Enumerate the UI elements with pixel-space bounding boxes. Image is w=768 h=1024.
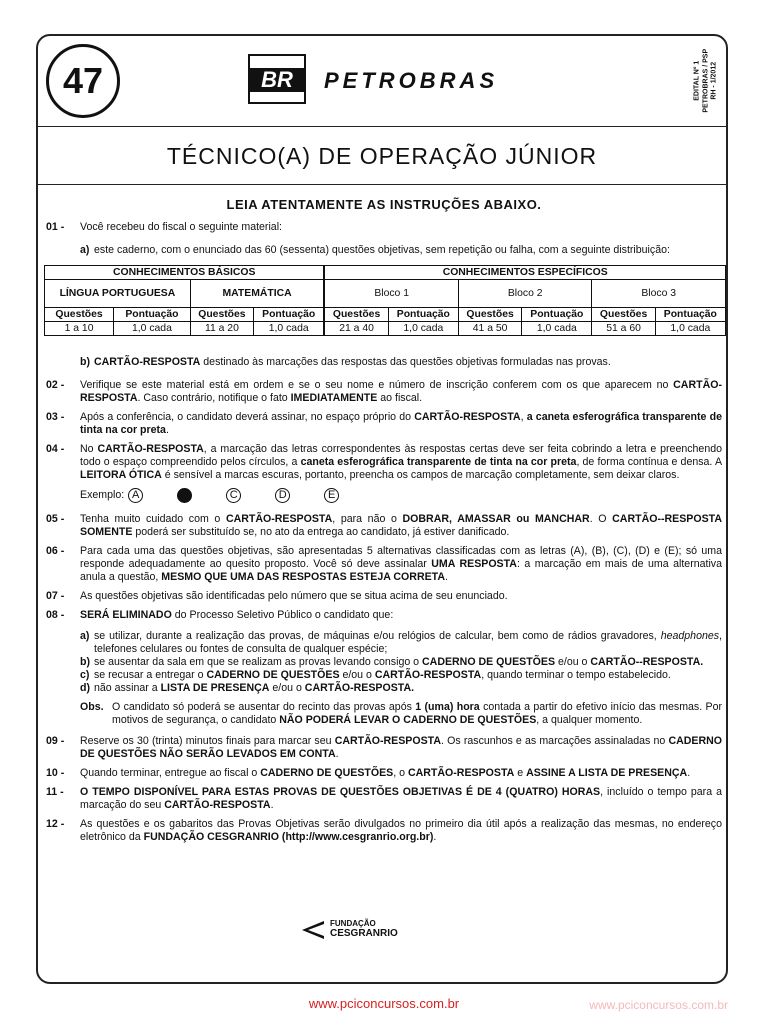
edital-code (688, 42, 722, 122)
item-number: 02 - (46, 379, 65, 391)
sub-text (94, 656, 722, 669)
table-cell: 11 a 20 (190, 322, 253, 336)
text: , para não o (332, 513, 403, 525)
text: . Caso contrário, notifique o fato (137, 392, 291, 404)
bold-text: ASSINE A LISTA DE PRESENÇA (526, 767, 688, 779)
item-text (80, 513, 722, 539)
text: Quando terminar, entregue ao fiscal o (80, 767, 261, 779)
logo-line-1: FUNDAÇÃO (330, 919, 376, 928)
item-number: 07 - (46, 590, 65, 602)
exam-number: 47 (46, 44, 120, 118)
bold-text: CARTÃO-RESPOSTA (97, 443, 204, 455)
sub-label: b) (80, 356, 90, 368)
logo-mark-text: BR (250, 68, 304, 92)
bold-text: CARTÃO--RESPOSTA SOMENTE (80, 513, 722, 538)
sub-label: c) (80, 669, 90, 681)
subject-portuguese: LÍNGUA PORTUGUESA (45, 280, 191, 308)
text: As questões e os gabaritos das Provas Objetivas serão divulgados no primeiro dia útil após a realização das mesmas, no endereço eletrônico da (80, 818, 722, 843)
item-text (80, 735, 722, 761)
bold-text: DOBRAR, AMASSAR ou MANCHAR (402, 513, 590, 525)
header-pontuacao: Pontuação (114, 308, 191, 322)
bold-text: MESMO QUE UMA DAS RESPOSTAS ESTEJA CORRETA (161, 571, 445, 583)
bold-text: SERÁ ELIMINADO (80, 609, 172, 621)
edital-line-2: PETROBRAS / PSP (701, 48, 709, 113)
item-text: As questões objetivas são identificadas pelo número que se situa acima de seu enunciado. (80, 590, 508, 602)
subject-block-2: Bloco 2 (458, 280, 591, 308)
site-watermark: www.pciconcursos.com.br (589, 998, 728, 1012)
instruction-08-obs (80, 701, 722, 727)
bold-text: CADERNO DE QUESTÕES NÃO SERÃO LEVADOS EM CONTA (80, 735, 722, 760)
subject-math: MATEMÁTICA (190, 280, 324, 308)
header-questoes: Questões (190, 308, 253, 322)
text: , a qualquer momento. (536, 714, 643, 726)
table-cell: 1 a 10 (45, 322, 114, 336)
header-questoes: Questões (592, 308, 655, 322)
page-title: TÉCNICO(A) DE OPERAÇÃO JÚNIOR (38, 128, 726, 185)
text: e/ou o (555, 656, 591, 668)
text: . (687, 767, 691, 779)
instruction-08-a (80, 630, 722, 656)
text: Para cada uma das questões objetivas, são apresentadas 5 alternativas classificadas com as letras (A), (B), (C), (D) e (E); só uma responde adequadamente ao quesito proposto. Você só deve assinalar (80, 545, 722, 570)
sub-label: b) (80, 656, 90, 668)
text: destinado às marcações das respostas das questões objetivas formuladas nas provas. (200, 356, 611, 368)
text: . (445, 571, 448, 583)
item-number: 06 - (46, 545, 65, 557)
petrobras-logo-name: PETROBRAS (324, 68, 499, 93)
item-number: 09 - (46, 735, 65, 747)
table-cell: 1,0 cada (522, 322, 592, 336)
text: . (165, 424, 169, 436)
text: . (433, 831, 437, 843)
instructions (46, 198, 722, 850)
item-number: 03 - (46, 411, 65, 423)
table-cell: 1,0 cada (254, 322, 325, 336)
instruction-06 (46, 545, 722, 584)
instruction-08-d (80, 682, 722, 695)
instruction-08-c (80, 669, 722, 682)
text: , telefones celulares ou fontes de consulta de qualquer espécie; (94, 630, 722, 655)
document-frame (36, 34, 728, 984)
table-cell: 1,0 cada (114, 322, 191, 336)
text: poderá ser substituído se, no ato da entrega ao candidato, já estiver danificado. (132, 526, 510, 538)
text: . Os rascunhos e as marcações assinaladas no (441, 735, 669, 747)
text: se ausentar da sala em que se realizam as provas levando consigo o (94, 656, 423, 668)
text: e (514, 767, 527, 779)
item-number: 08 - (46, 609, 65, 621)
instructions-heading: LEIA ATENTAMENTE AS INSTRUÇÕES ABAIXO. (226, 197, 542, 212)
text: contada a partir do efetivo início das mesmas. Por motivos de segurança, o candidato (112, 701, 723, 726)
bold-text: CADERNO DE QUESTÕES (206, 669, 340, 681)
item-text (80, 443, 722, 482)
header-pontuacao: Pontuação (388, 308, 458, 322)
header (38, 36, 726, 127)
table-cell: 41 a 50 (458, 322, 521, 336)
text: Após a conferência, o candidato deverá assinar, no espaço próprio do (80, 411, 415, 423)
text: é sensível a marcas escuras, portanto, preencha os campos de marcação completamente, sem deixar claros. (161, 469, 680, 481)
text: . O (589, 513, 613, 525)
item-text (80, 609, 722, 622)
bold-text: CARTÃO-RESPOSTA (407, 767, 515, 779)
item-text: Você recebeu do fiscal o seguinte material: (80, 221, 282, 233)
item-number: 01 - (46, 221, 65, 233)
item-text (80, 818, 722, 844)
group-specific: CONHECIMENTOS ESPECÍFICOS (324, 266, 725, 280)
bubble-a: A (128, 488, 143, 503)
bold-text: CADERNO DE QUESTÕES (260, 767, 394, 779)
text: ao fiscal. (377, 392, 423, 404)
sub-text (94, 356, 722, 369)
item-text (80, 786, 722, 812)
bold-text: FUNDAÇÃO CESGRANRIO (http://www.cesgranrio.org.br) (143, 831, 434, 843)
text: . (270, 799, 274, 811)
text: não assinar a (94, 682, 161, 694)
text: , (520, 411, 527, 423)
item-text (80, 379, 722, 405)
italic-text: headphones (660, 630, 720, 642)
table-cell: 1,0 cada (388, 322, 458, 336)
instruction-11 (46, 786, 722, 812)
text: , o (393, 767, 408, 779)
bold-text: LEITORA ÓTICA (80, 469, 162, 481)
sub-label: a) (80, 244, 90, 256)
item-number: 04 - (46, 443, 65, 455)
text: se utilizar, durante a realização das provas, de máquinas e/ou relógios de calcular, bem como de rádios gravadores, (94, 630, 661, 642)
text: Verifique se este material está em ordem e se o seu nome e número de inscrição conferem com os que aparecem no (80, 379, 674, 391)
cesgranrio-logo (300, 915, 410, 945)
marking-example (80, 488, 722, 503)
obs-label: Obs. (80, 701, 104, 713)
edital-line-1: EDITAL Nº 1 (693, 60, 701, 101)
bold-text: CARTÃO-RESPOSTA (94, 356, 201, 368)
header-pontuacao: Pontuação (254, 308, 325, 322)
table-cell: 1,0 cada (655, 322, 725, 336)
bold-text: CADERNO DE QUESTÕES (422, 656, 556, 668)
bold-text: CARTÃO-RESPOSTA (334, 735, 442, 747)
logo-line-2: CESGRANRIO (330, 928, 398, 939)
sub-text (94, 669, 722, 682)
sub-text: este caderno, com o enunciado das 60 (sessenta) questões objetivas, sem repetição ou falha, com a seguinte distribuição: (94, 244, 670, 256)
text: . (335, 748, 339, 760)
bubble-filled (177, 488, 192, 503)
bold-text: a caneta esferográfica transparente de tinta na cor preta (80, 411, 722, 436)
group-basic: CONHECIMENTOS BÁSICOS (45, 266, 325, 280)
item-number: 05 - (46, 513, 65, 525)
item-number: 12 - (46, 818, 65, 830)
text: Reserve os 30 (trinta) minutos finais para marcar seu (80, 735, 335, 747)
bold-text: 1 (uma) hora (415, 701, 480, 713)
instruction-07 (46, 590, 722, 603)
instruction-01 (46, 221, 722, 234)
text: se recusar a entregar o (94, 669, 207, 681)
instruction-12 (46, 818, 722, 844)
instruction-09 (46, 735, 722, 761)
distribution-table (44, 265, 726, 336)
item-number: 10 - (46, 767, 65, 779)
text: e/ou o (339, 669, 375, 681)
sub-label: d) (80, 682, 90, 694)
instruction-02 (46, 379, 722, 405)
item-text (80, 411, 722, 437)
bold-text: CARTÃO-RESPOSTA. (304, 682, 415, 694)
header-questoes: Questões (324, 308, 388, 322)
bold-text: CARTÃO-RESPOSTA (80, 379, 722, 404)
header-questoes: Questões (45, 308, 114, 322)
text: e/ou o (269, 682, 305, 694)
bold-text: IMEDIATAMENTE (290, 392, 378, 404)
bubble-d: D (275, 488, 290, 503)
obs-text (112, 701, 722, 727)
bold-text: CARTÃO-RESPOSTA (414, 411, 521, 423)
bold-text: CARTÃO-RESPOSTA (225, 513, 333, 525)
subject-block-3: Bloco 3 (592, 280, 726, 308)
bold-text: CARTÃO-RESPOSTA (374, 669, 482, 681)
bubble-c: C (226, 488, 241, 503)
subject-block-1: Bloco 1 (324, 280, 458, 308)
text: : a marcação em mais de uma alternativa anula a questão, (80, 558, 722, 583)
site-link[interactable]: www.pciconcursos.com.br (308, 996, 460, 1011)
item-number: 11 - (46, 786, 64, 798)
text: No (80, 443, 98, 455)
bold-text: caneta esferográfica transparente de tinta na cor preta (300, 456, 577, 468)
text: , incluído o tempo para a marcação do seu (80, 786, 722, 811)
bubble-e: E (324, 488, 339, 503)
item-text (80, 767, 722, 780)
bold-text: UMA RESPOSTA (431, 558, 517, 570)
bold-text: NÃO PODERÁ LEVAR O CADERNO DE QUESTÕES (279, 714, 537, 726)
cesgranrio-logo-icon (300, 919, 326, 941)
instruction-03 (46, 411, 722, 437)
instruction-08-b (80, 656, 722, 669)
petrobras-logo-mark (248, 54, 306, 104)
edital-line-3: RH - 1/2012 (710, 61, 718, 100)
sub-text (94, 682, 722, 695)
header-questoes: Questões (458, 308, 521, 322)
instruction-08 (46, 609, 722, 622)
header-pontuacao: Pontuação (522, 308, 592, 322)
header-pontuacao: Pontuação (655, 308, 725, 322)
text: , de forma contínua e densa. A (576, 456, 723, 468)
bold-text: CARTÃO-RESPOSTA (164, 799, 271, 811)
bold-text: O TEMPO DISPONÍVEL PARA ESTAS PROVAS DE QUESTÕES OBJETIVAS É DE 4 (QUATRO) HORAS (80, 786, 601, 798)
bold-text: LISTA DE PRESENÇA (160, 682, 270, 694)
table-cell: 51 a 60 (592, 322, 655, 336)
bold-text: CARTÃO--RESPOSTA. (590, 656, 704, 668)
sub-text (94, 630, 722, 656)
text: , a marcação das letras correspondentes às respostas certas deve ser feita cobrindo a letra e preenchendo todo o espaço compreendido pelos círculos, a (80, 443, 722, 468)
text: do Processo Seletivo Público o candidato que: (171, 609, 394, 621)
instruction-10 (46, 767, 722, 780)
text: O candidato só poderá se ausentar do recinto das provas após (112, 701, 416, 713)
instruction-05 (46, 513, 722, 539)
instruction-01-b (80, 356, 722, 369)
text: Tenha muito cuidado com o (80, 513, 226, 525)
sub-label: a) (80, 630, 90, 642)
instruction-04 (46, 443, 722, 482)
instruction-01-a (80, 244, 722, 257)
item-text (80, 545, 722, 584)
text: , quando terminar o tempo estabelecido. (481, 669, 671, 681)
table-cell: 21 a 40 (324, 322, 388, 336)
example-label: Exemplo: (80, 489, 125, 501)
